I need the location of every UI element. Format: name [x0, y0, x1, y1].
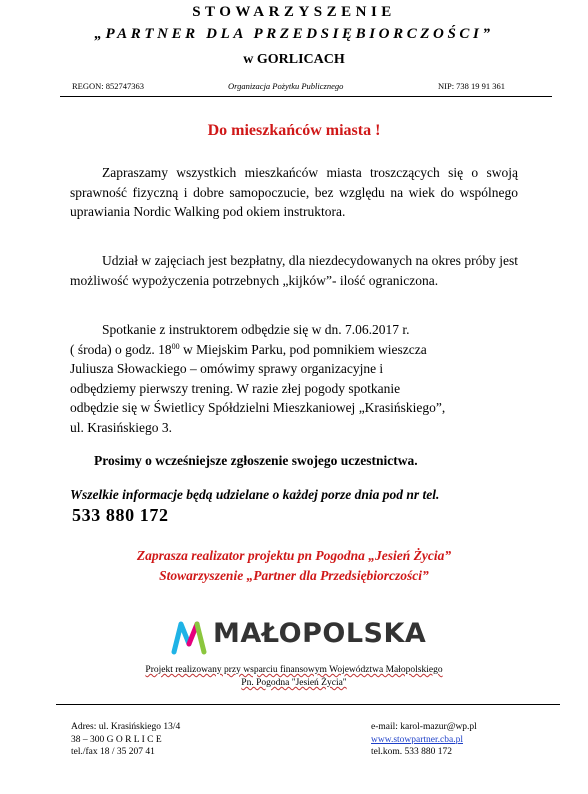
meeting-line-4: odbędziemy pierwszy trening. W razie złej pogody spotkanie	[70, 380, 401, 396]
org-name-line2: „PARTNER DLA PRZEDSIĘBIORCZOŚCI”	[94, 26, 494, 42]
malopolska-logo-icon	[170, 618, 210, 656]
footer-contact-block	[371, 721, 477, 759]
meeting-place: w Miejskim Parku, pod pomnikiem wieszcza	[179, 341, 427, 357]
footer-telfax: tel./fax 18 / 35 207 41	[71, 747, 155, 757]
footer-mobile: tel.kom. 533 880 172	[371, 747, 453, 757]
project-line-2: Pn. Pogodna "Jesień Życia"	[241, 678, 347, 688]
footer-address: Adres: ul. Krasińskiego 13/4	[71, 722, 181, 732]
meeting-line-2	[70, 340, 518, 360]
footer-city: 38 – 300 G O R L I C E	[71, 734, 162, 745]
footer-divider	[56, 704, 560, 705]
org-name-line1: STOWARZYSZENIE	[192, 4, 396, 20]
footer-email: e-mail: karol-mazur@wp.pl	[371, 722, 477, 732]
page-title: Do mieszkańców miasta !	[207, 122, 381, 139]
paragraph-invitation: Zapraszamy wszystkich mieszkańców miasta troszczących się o swoją sprawność fizyczną i dobre samopoczucie, bez względu na wiek do wspólnego uprawiania Nordic Walking pod okiem instruktora.	[70, 165, 518, 219]
project-line-1: Projekt realizowany przy wsparciu finansowym Województwa Małopolskiego	[145, 665, 443, 675]
org-city: w GORLICACH	[243, 52, 345, 67]
logo-wordmark: MAŁOPOLSKA	[213, 618, 427, 649]
meeting-line-5: odbędzie się w Świetlicy Spółdzielni Mieszkaniowej „Krasińskiego”,	[70, 400, 446, 415]
meeting-line-1: Spotkanie z instruktorem odbędzie się w dn. 7.06.2017 r.	[102, 322, 410, 337]
regon-number: REGON: 852747363	[72, 81, 145, 91]
invitation-line-2: Stowarzyszenie „Partner dla Przedsiębiorczości”	[159, 568, 429, 583]
phone-number: 533 880 172	[72, 505, 169, 525]
org-status: Organizacja Pożytku Publicznego	[228, 81, 344, 91]
meeting-time: ( środa) o godz. 18	[70, 341, 172, 357]
meeting-line-6: ul. Krasińskiego 3.	[70, 419, 172, 435]
footer-website-link[interactable]: www.stowpartner.cba.pl	[371, 734, 463, 745]
invitation-block	[0, 546, 588, 586]
meeting-time-minutes: 00	[171, 341, 180, 351]
nip-number: NIP: 738 19 91 361	[438, 81, 506, 91]
registration-request: Prosimy o wcześniejsze zgłoszenie swojego uczestnictwa.	[94, 453, 418, 468]
header-divider	[60, 96, 552, 97]
project-note	[0, 664, 588, 690]
paragraph-meeting	[70, 320, 518, 437]
invitation-line-1: Zaprasza realizator projektu pn Pogodna „Jesień Życia”	[136, 548, 452, 563]
info-line: Wszelkie informacje będą udzielane o każdej porze dnia pod nr tel.	[70, 487, 440, 502]
meeting-line-3: Juliusza Słowackiego – omówimy sprawy organizacyjne i	[70, 361, 384, 376]
paragraph-free-participation: Udział w zajęciach jest bezpłatny, dla niezdecydowanych na okres próby jest możliwość wypożyczenia potrzebnych „kijków”- ilość ograniczona.	[70, 253, 518, 288]
footer-address-block	[71, 721, 180, 759]
